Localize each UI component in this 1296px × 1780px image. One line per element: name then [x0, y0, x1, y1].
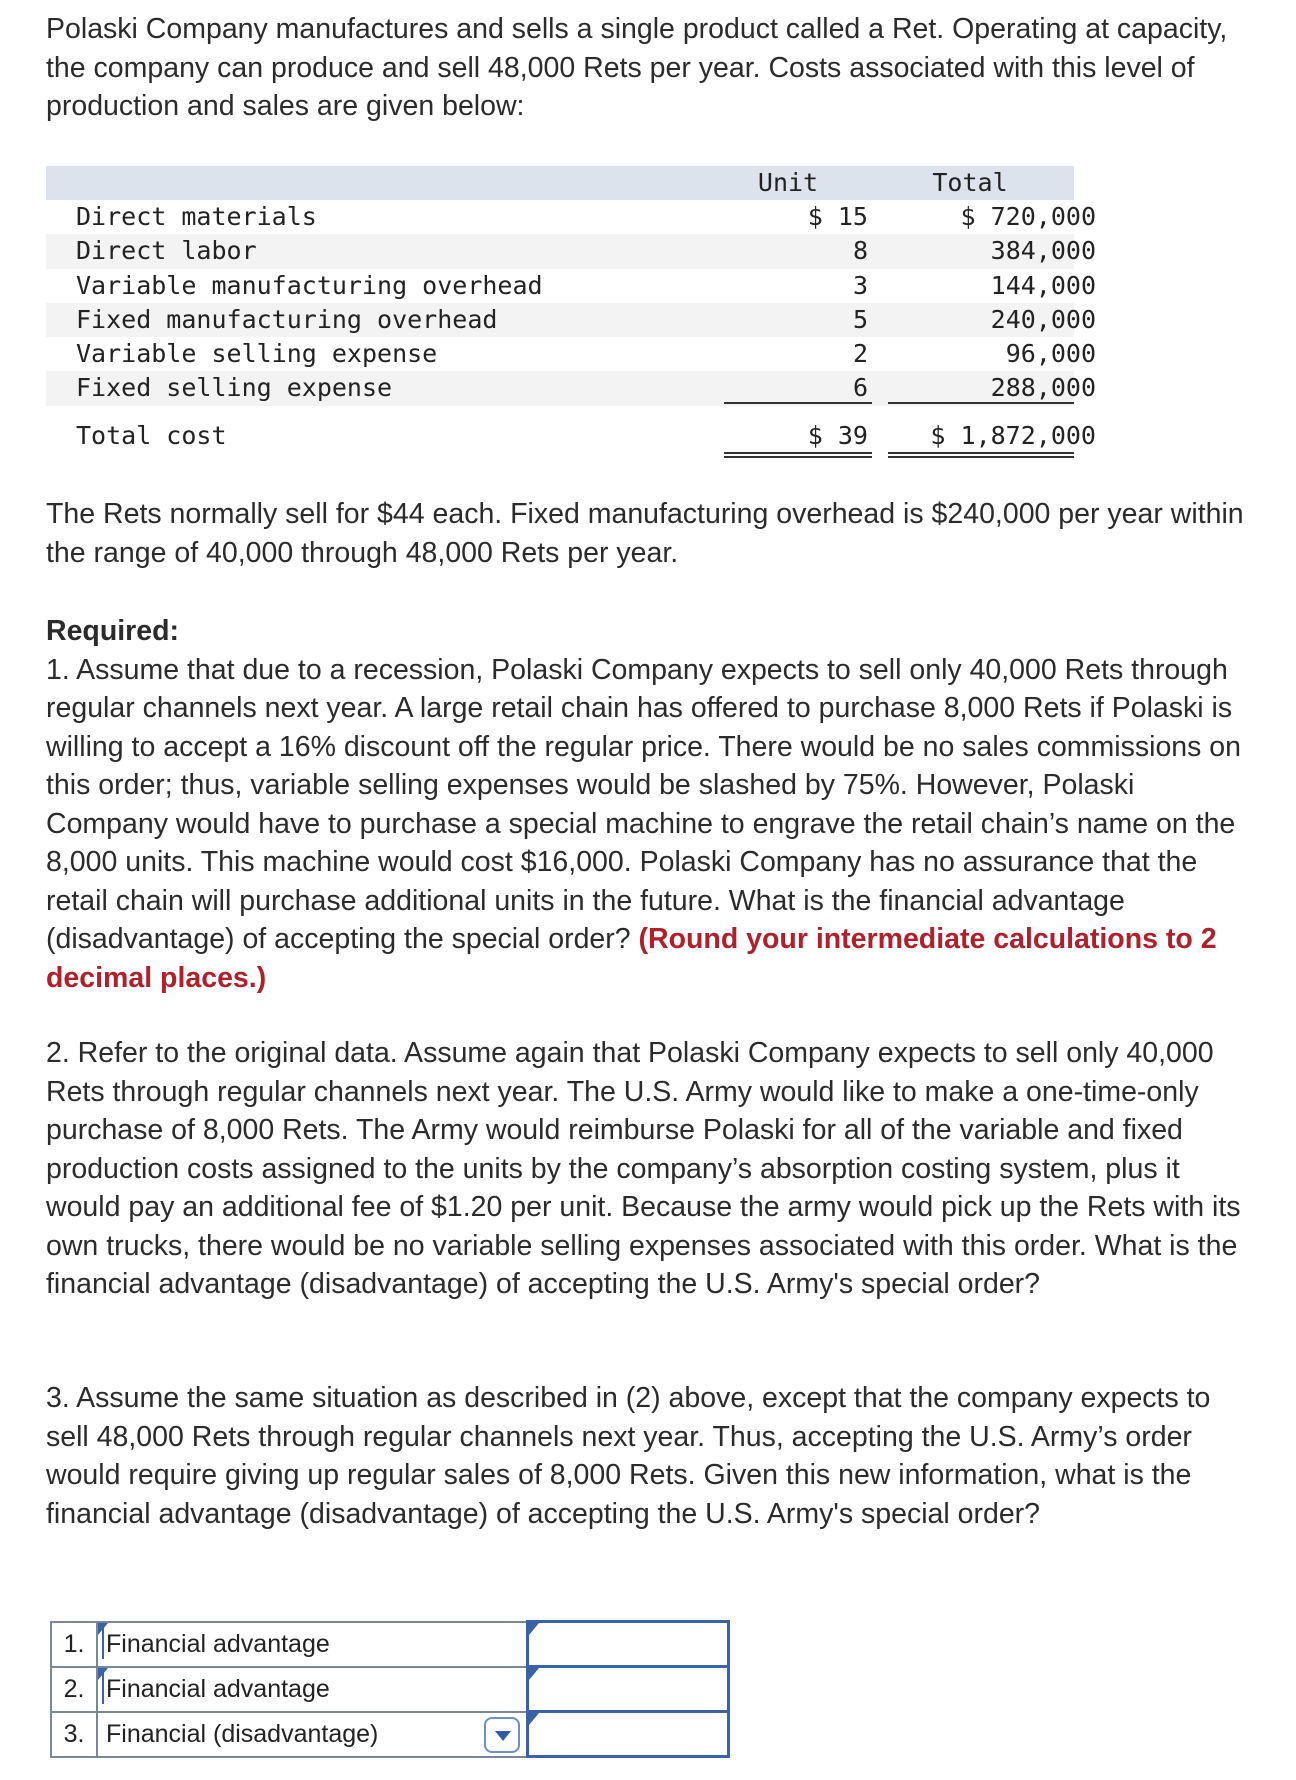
answer-2-input[interactable]	[529, 1668, 727, 1710]
table-row	[46, 337, 1096, 371]
row-label: Fixed selling expense	[76, 373, 393, 403]
answer-row	[51, 1667, 729, 1712]
pricing-paragraph: The Rets normally sell for $44 each. Fixed manufacturing overhead is $240,000 per year within the range of 40,000 through 48,000 Rets per year.	[46, 498, 1244, 569]
answer-label: Financial advantage	[106, 1629, 330, 1658]
answer-label-cell	[97, 1622, 528, 1667]
row-total: 288,000	[990, 373, 1096, 403]
table-row	[46, 371, 1096, 405]
flag-icon	[529, 1623, 539, 1635]
flag-icon	[529, 1668, 539, 1680]
chevron-down-icon[interactable]	[484, 1717, 520, 1753]
table-row	[46, 200, 1096, 234]
answer-number: 2.	[51, 1667, 97, 1712]
answer-label: Financial advantage	[106, 1674, 330, 1703]
answer-number: 1.	[51, 1622, 97, 1667]
row-unit: 5	[852, 304, 868, 334]
unit-column-header: Unit	[757, 168, 819, 197]
question-1-text: 1. Assume that due to a recession, Polaski Company expects to sell only 40,000 Rets through regular channels next year. A large retail chain has offered to purchase 8,000 Rets if Polaski is willing to accept a 16% discount off the regular price. There would be no sales commissions on this order; thus, variable selling expenses would be slashed by 75%. However, Polaski Company would have to purchase a special machine to engrave the retail chain’s name on the 8,000 units. This machine would cost $16,000. Polaski Company has no assurance that the retail chain will purchase additional units in the future. What is the financial advantage (disadvantage) of accepting the special order?	[46, 653, 1242, 955]
row-total: $ 720,000	[960, 202, 1096, 231]
answer-number: 3.	[51, 1712, 97, 1757]
row-unit: $ 15	[807, 202, 868, 231]
answer-table	[50, 1620, 730, 1758]
total-column-header: Total	[932, 168, 1008, 197]
table-header-row	[46, 166, 1074, 200]
total-cost-total: $ 1,872,000	[930, 420, 1096, 450]
row-unit: 6	[852, 373, 868, 403]
unit-double-rule	[724, 452, 872, 458]
row-unit: 8	[852, 236, 868, 266]
total-cost-label: Total cost	[76, 420, 227, 450]
answer-row	[51, 1712, 729, 1757]
rounding-note: (Round your intermediate calculations to 2 decimal places.)	[46, 923, 1217, 994]
total-subtotal-rule	[888, 402, 1074, 404]
answer-value-cell[interactable]	[528, 1622, 729, 1667]
flag-icon	[529, 1713, 539, 1725]
question-3-text: 3. Assume the same situation as described in (2) above, except that the company expects to sell 48,000 Rets through regular channels next year. Thus, accepting the U.S. Army’s order would require giving up regular sales of 8,000 Rets. Given this new information, what is the financial advantage (disadvantage) of accepting the U.S. Army's special order?	[46, 1382, 1211, 1530]
unit-subtotal-rule	[724, 402, 872, 404]
row-total: 240,000	[990, 304, 1096, 334]
table-row	[46, 269, 1096, 303]
row-total: 96,000	[1005, 339, 1096, 369]
row-label: Fixed manufacturing overhead	[76, 304, 498, 334]
answer-row	[51, 1622, 729, 1667]
answer-3-input[interactable]	[529, 1713, 727, 1755]
row-label: Variable manufacturing overhead	[76, 270, 543, 300]
question-2-text: 2. Refer to the original data. Assume again that Polaski Company expects to sell only 40,000 Rets through regular channels next year. The U.S. Army would like to make a one-time-only purchase of 8,000 Rets. The Army would reimburse Polaski for all of the variable and fixed production costs assigned to the units by the company’s absorption costing system, plus it would pay an additional fee of $1.20 per unit. Because the army would pick up the Rets with its own trucks, there would be no variable selling expenses associated with this order. What is the financial advantage (disadvantage) of accepting the U.S. Army's special order?	[46, 1037, 1241, 1300]
answer-label-cell	[97, 1667, 528, 1712]
row-total: 144,000	[990, 270, 1096, 300]
total-double-rule	[888, 452, 1074, 458]
row-unit: 3	[852, 270, 868, 300]
row-label: Direct materials	[76, 202, 317, 231]
row-total: 384,000	[990, 236, 1096, 266]
intro-paragraph: Polaski Company manufactures and sells a single product called a Ret. Operating at capacity, the company can produce and sell 48,000 Rets per year. Costs associated with this level of production and sales are given below:	[46, 13, 1228, 122]
table-row	[46, 234, 1096, 268]
answer-label: Financial (disadvantage)	[106, 1719, 379, 1748]
answer-1-input[interactable]	[529, 1623, 727, 1665]
required-heading: Required:	[46, 615, 180, 647]
answer-value-cell[interactable]	[528, 1667, 729, 1712]
flag-pole	[102, 1670, 104, 1704]
table-row	[46, 303, 1096, 337]
total-cost-row	[46, 406, 1096, 458]
flag-pole	[102, 1625, 104, 1659]
required-question-1	[46, 612, 1261, 997]
answer-label-cell	[97, 1712, 528, 1757]
row-label: Direct labor	[76, 236, 257, 266]
row-unit: 2	[852, 339, 868, 369]
row-label: Variable selling expense	[76, 339, 438, 369]
answer-value-cell[interactable]	[528, 1712, 729, 1757]
total-cost-unit: $ 39	[807, 420, 868, 450]
cost-table	[46, 166, 1096, 458]
